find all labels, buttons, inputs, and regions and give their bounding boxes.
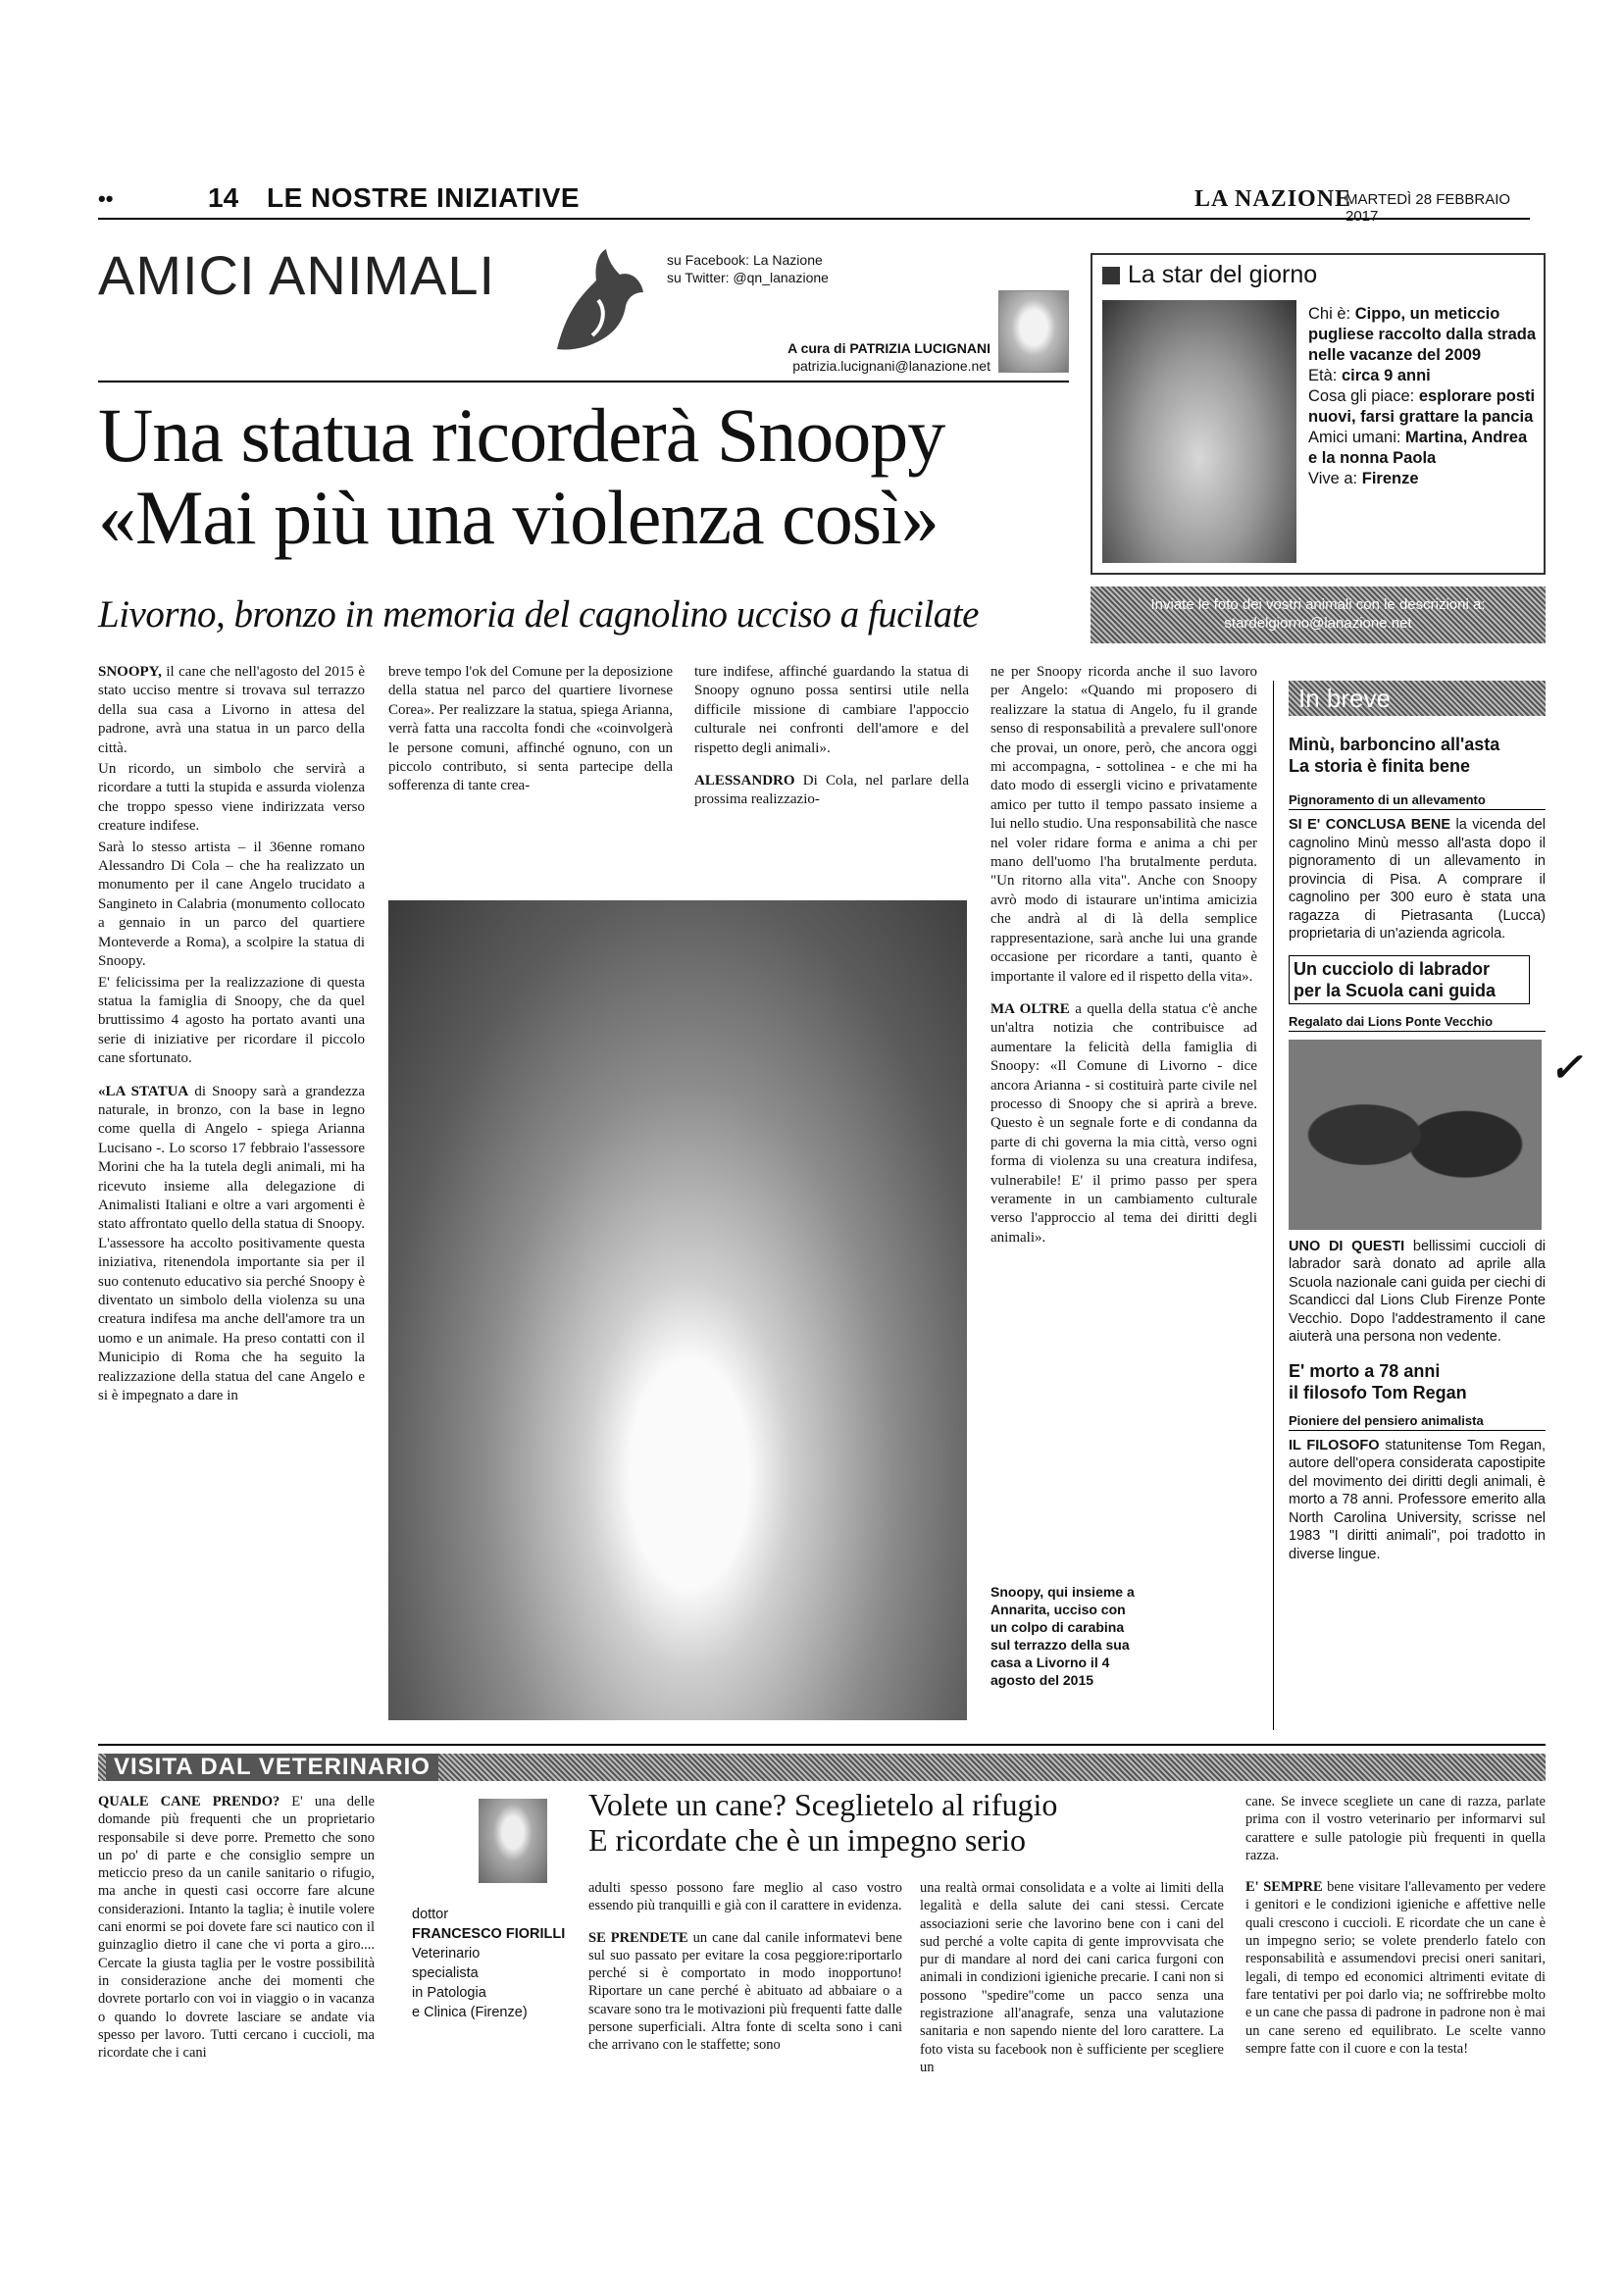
article-column-3 bbox=[694, 663, 969, 810]
breve-text: SI E' CONCLUSA BENE la vicenda del cagnolino Minù messo all'asta dopo il pignoramento di un allevamento in provincia di Pisa. A comprare il cagnolino per 300 euro è stata una ragazza di Pietrasanta (Lucca) proprietaria di un'azienda agricola. bbox=[1289, 817, 1546, 942]
article-lead-ma-oltre: MA OLTRE bbox=[990, 1000, 1070, 1017]
star-box-details bbox=[1308, 304, 1536, 489]
piace-value: esplorare posti nuovi, farsi grattare la pancia bbox=[1308, 387, 1536, 426]
star-box-footer bbox=[1091, 586, 1546, 643]
piace-label: Cosa gli piace: bbox=[1308, 387, 1415, 405]
in-breve-sidebar bbox=[1289, 681, 1546, 1563]
section-title: LE NOSTRE INIZIATIVE bbox=[267, 182, 581, 213]
in-breve-column-rule bbox=[1273, 681, 1274, 1730]
vet-headline bbox=[588, 1787, 1236, 1858]
twitter-link[interactable]: su Twitter: @qn_lanazione bbox=[667, 270, 829, 285]
vet-paragraph: bene visitare l'allevamento per vedere i genitori e le condizioni igieniche e affettive nelle quali crescono i cuccioli. E ricordate che un cane è un impegno serio; se volete prenderlo fatelo con responsabilità e assumendovi precisi oneri sanitari, legali, di tempo ed economici altrimenti evitate di fare tentativi per poi darlo via; ne soffrirebbe molto e un cane che passa di padrone in padrone non è mai un cane sereno ed equilibrato. Le scelte vanno sempre fatte con il cuore e con la testa! bbox=[1245, 1879, 1546, 2057]
vet-lead: SE PRENDETE bbox=[588, 1929, 688, 1946]
breve-kicker: Pignoramento di un allevamento bbox=[1289, 792, 1546, 810]
page-header bbox=[98, 182, 1530, 225]
vet-banner-title: VISITA DAL VETERINARIO bbox=[106, 1754, 438, 1781]
labrador-puppies-photo bbox=[1289, 1040, 1542, 1230]
handwritten-check-icon: ✓ bbox=[1549, 1046, 1583, 1090]
header-dots: •• bbox=[98, 186, 114, 211]
snoopy-photo bbox=[388, 900, 967, 1720]
vet-author bbox=[412, 1905, 569, 2022]
vet-headline-line: Volete un cane? Sceglietelo al rifugio bbox=[588, 1787, 1058, 1822]
column-banner-title: AMICI ANIMALI bbox=[98, 244, 496, 306]
vet-column-4 bbox=[1245, 1793, 1546, 2058]
article-paragraph: Un ricordo, un simbolo che servirà a ricordare a tutti la stupida e assurda violenza che troppo spesso viene indirizzata verso creature indifese. bbox=[98, 761, 365, 835]
chi-label: Chi è: bbox=[1308, 305, 1351, 323]
animal-silhouette-icon bbox=[537, 241, 655, 359]
article-paragraph: Sarà lo stesso artista – il 36enne romano Alessandro Di Cola – che ha realizzato un monumento per il cane Angelo trucidato a Sangineto in Calabria (monumento collocato a gennaio in un parco del quartiere Monteverde a Roma), a scolpire la statua di Snoopy. bbox=[98, 839, 365, 970]
breve-headline: Minù, barboncino all'asta La storia è finita bene bbox=[1289, 735, 1500, 776]
headline-line-2: «Mai più una violenza così» bbox=[98, 475, 939, 560]
curator-credit bbox=[726, 339, 990, 375]
vet-author-role: Veterinario bbox=[412, 1946, 481, 1962]
star-box-square-icon bbox=[1102, 267, 1120, 284]
article-column-2 bbox=[388, 663, 673, 796]
vet-author-name: FRANCESCO FIORILLI bbox=[412, 1926, 566, 1942]
vet-headline-line: E ricordate che è un impegno serio bbox=[588, 1822, 1027, 1858]
vet-column-3 bbox=[920, 1879, 1224, 2076]
article-lead-alessandro: ALESSANDRO bbox=[694, 773, 795, 790]
vet-author-photo bbox=[479, 1799, 547, 1883]
vet-lead: QUALE CANE PRENDO? bbox=[98, 1794, 280, 1809]
breve-headline: E' morto a 78 anni il filosofo Tom Regan bbox=[1289, 1360, 1467, 1402]
headline-line-1: Una statua ricorderà Snoopy bbox=[98, 392, 945, 478]
star-box-footer-email[interactable]: stardelgiorno@lanazione.net bbox=[1224, 615, 1412, 632]
issue-date: MARTEDÌ 28 FEBBRAIO 2017 bbox=[1345, 191, 1511, 225]
curator-email[interactable]: patrizia.lucignani@lanazione.net bbox=[792, 358, 990, 374]
banner-divider bbox=[98, 381, 1069, 382]
vet-author-role: e Clinica (Firenze) bbox=[412, 2005, 528, 2020]
vet-column-2 bbox=[588, 1879, 902, 2055]
eta-value: circa 9 anni bbox=[1341, 367, 1431, 384]
vet-lead: E' SEMPRE bbox=[1245, 1879, 1323, 1896]
vet-paragraph: cane. Se invece scegliete un cane di razza, parlate prima con il vostro veterinario per informarvi sul carattere e sulle patologie più frequenti in quella razza. bbox=[1245, 1794, 1546, 1863]
article-column-1 bbox=[98, 663, 365, 1405]
vet-paragraph: un cane dal canile informatevi bene sul suo passato per evitare la cosa peggiore:riportarlo perché si è comportato in modo inopportuno! Riportare un cane perché è abituato ad abbaiare o a scavare sono tra le motivazioni più frequenti fatte dalle persone superficiali. Altra fonte di scelta sono i cani che arrivano con le staffette; sono bbox=[588, 1929, 902, 2054]
facebook-link[interactable]: su Facebook: La Nazione bbox=[667, 252, 823, 268]
article-paragraph: di Snoopy sarà a grandezza naturale, in bronzo, con la base in legno come quella di Angelo - spiega Arianna Lucisano -. Lo scorso 17 febbraio l'assessore Morini che ha la tutela degli animali, mi ha ricevuto insieme alla delegazione di Animalisti Italiani e oltre a vari argomenti è stato affrontato quello della statua di Snoopy. L'assessore ha accolto positivamente questa iniziativa, ritenendola importante sia per il suo contenuto educativo sia perché Snoopy è diventato un simbolo della violenza su una creatura indifesa ma anche dell'amore tra un uomo e un animale. Ha preso contatti con il Municipio di Roma che ha seguito la realizzazione della statua del cane Angelo e si è impegnato a dare in bbox=[98, 1083, 365, 1404]
article-lead-snoopy: SNOOPY, bbox=[98, 664, 162, 680]
vet-paragraph: una realtà ormai consolidata e a volte ai limiti della legalità e della salute dei cani stessi. Cercate associazioni serie che lavorino bene con i cani del sud perché a volte capita di gente improvvisata che pur di mandare al nord dei cani carica furgoni con animali in condizioni igieniche precarie. I cani non si possono "spedire"come un pacco senza una registrazione all'anagrafe, senza una valutazione sanitaria e non sapendo niente del loro carattere. La foto vista su facebook non è sufficiente per scegliere un bbox=[920, 1880, 1224, 2075]
article-paragraph: E' felicissima per la realizzazione di questa statua la famiglia di Snoopy, che da quel bruttissimo 4 agosto ha portato avanti una serie di iniziative per ricordare il piccolo cane sfortunato. bbox=[98, 974, 365, 1067]
breve-headline: Un cucciolo di labrador per la Scuola cani guida bbox=[1294, 958, 1497, 1000]
chi-value: Cippo, un meticcio pugliese raccolto dalla strada nelle vacanze del 2009 bbox=[1308, 305, 1536, 364]
breve-kicker: Regalato dai Lions Ponte Vecchio bbox=[1289, 1014, 1546, 1032]
article-paragraph: a quella della statua c'è anche un'altra notizia che contribuisce ad aumentare la felicità della famiglia di Snoopy: «Il Comune di Livorno - dice ancora Arianna - si costituirà parte civile nel processo di Snoopy che si aprirà a breve. Questo è un segnale forte e di condanna da parte di chi governa la mia città, verso ogni forma di violenza su una creatura indifesa, vulnerabile! E' il primo passo per spera veramente in un cambiamento culturale verso l'approccio al tema dei diritti degli animali». bbox=[990, 1000, 1257, 1246]
vive-value: Firenze bbox=[1361, 470, 1419, 487]
vet-author-role: specialista bbox=[412, 1965, 479, 1981]
vet-paragraph: adulti spesso possono fare meglio al caso vostro essendo più tranquilli e già con il carattere in evidenza. bbox=[588, 1880, 902, 1914]
photo-caption: Snoopy, qui insieme a Annarita, ucciso con un colpo di carabina sul terrazzo della sua casa a Livorno il 4 agosto del 2015 bbox=[990, 1584, 1135, 1688]
in-breve-title: In breve bbox=[1289, 681, 1546, 716]
vet-paragraph: E' una delle domande più frequenti che un proprietario responsabile si deve porre. Premetto che sono un po' di parte e che consiglio sempre un meticcio preso da un canile sanitario o rifugio, ma anche in questi casi occorre fare alcune considerazioni. Intanto la taglia; è inutile volere cani enormi se poi dovete fare sci nautico con il guinzaglio dietro il cane che vi porta a giro.... Cercate la giusta taglia per le vostre possibilità in considerazione anche dei momenti che dovrete portarlo con voi in viaggio o in vacanza o quando lo dovrete lasciare se andate via spesso per lavoro. Tutti cercano i cuccioli, ma ricordate che i cani bbox=[98, 1794, 375, 2062]
star-dog-photo bbox=[1102, 300, 1296, 563]
breve-kicker: Pioniere del pensiero animalista bbox=[1289, 1413, 1546, 1431]
article-lead-statua: «LA STATUA bbox=[98, 1083, 189, 1099]
vet-section-rule bbox=[98, 1744, 1546, 1746]
article-paragraph: Di Cola, nel parlare della prossima realizzazio- bbox=[694, 773, 969, 808]
page-number: 14 bbox=[208, 182, 239, 213]
article-paragraph: ne per Snoopy ricorda anche il suo lavoro per Angelo: «Quando mi proposero di realizzare la statua di Angelo, fu il grande senso di responsabilità a prevalere sull'onore che provai, un onore, però, che ancora oggi mi accompagna, - sottolinea - e che mi ha dato modo di essergli vicino e privatamente amico per tutto il tempo passato insieme a lui nello studio. Una responsabilità che nasce nel voler ridare forma e anima a chi per mano dell'uomo l'ha brutalmente perduta. "Un ritorno alla vita". Anche con Snoopy avrò modo di istaurare un'intima amicizia che andrà al di là della semplice rappresentazione, sarà anche lui una grande occasione per ricordare a tanti, quanto è importante il valore ed il rispetto della vita». bbox=[990, 664, 1257, 985]
vet-column-1 bbox=[98, 1793, 375, 2062]
vive-label: Vive a: bbox=[1308, 470, 1358, 487]
eta-label: Età: bbox=[1308, 367, 1338, 384]
main-headline bbox=[98, 394, 1079, 559]
vet-author-title: dottor bbox=[412, 1907, 449, 1922]
breve-text: IL FILOSOFO statunitense Tom Regan, autore dell'opera considerata capostipite del movimento dei diritti degli animali, è morto a 78 anni. Professore emerito alla North Carolina University, scrisse nel 1983 "I diritti animali", poi tradotto in diverse lingue. bbox=[1289, 1437, 1546, 1562]
vet-author-role: in Patologia bbox=[412, 1985, 486, 2001]
article-paragraph: ture indifese, affinché guardando la statua di Snoopy ognuno possa sentirsi utile nella difficile missione di cambiare l'appoccio culturale nei confronti dell'amore e del rispetto degli animali». bbox=[694, 664, 969, 756]
curator-name: A cura di PATRIZIA LUCIGNANI bbox=[787, 340, 990, 356]
breve-headline-box bbox=[1289, 955, 1530, 1004]
article-column-4 bbox=[990, 663, 1257, 1248]
amici-label: Amici umani: bbox=[1308, 429, 1401, 446]
star-box bbox=[1091, 253, 1546, 575]
breve-text: UNO DI QUESTI bellissimi cuccioli di labrador sarà donato ad aprile alla Scuola nazionale cani guida per ciechi di Scandicci dal Lions Club Firenze Ponte Vecchio. Dopo l'addestramento il cane aiuterà una persona non vedente. bbox=[1289, 1238, 1547, 1345]
social-links bbox=[667, 251, 829, 286]
sub-headline: Livorno, bronzo in memoria del cagnolino ucciso a fucilate bbox=[98, 593, 979, 636]
amici-value: Martina, Andrea e la nonna Paola bbox=[1308, 429, 1528, 467]
article-paragraph: il cane che nell'agosto del 2015 è stato ucciso mentre si trovava sul terrazzo della sua casa a Livorno in attesa del padrone, avrà una statua in un parco della città. bbox=[98, 664, 365, 756]
star-box-footer-text: Inviate le foto dei vostri animali con le descrizioni a: bbox=[1150, 596, 1486, 613]
curator-avatar bbox=[998, 290, 1069, 373]
star-box-title: La star del giorno bbox=[1128, 261, 1318, 288]
article-paragraph: breve tempo l'ok del Comune per la deposizione della statua nel parco del quartiere livornese Corea». Per realizzare la statua, spiega Arianna, verrà fatta una raccolta fondi che «coinvolgerà le persone comuni, affinché ognuno, con un piccolo contributo, si senta partecipe della sofferenza di tante crea- bbox=[388, 664, 673, 794]
newspaper-name: LA NAZIONE bbox=[1194, 186, 1352, 212]
